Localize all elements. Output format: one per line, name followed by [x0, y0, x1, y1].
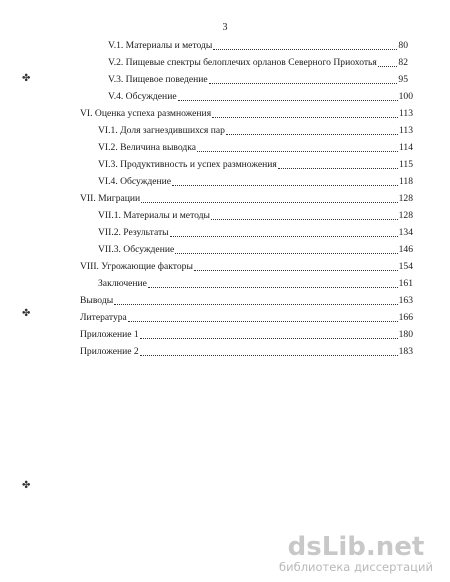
toc-entry-title: VI.1. Доля загнездившихся пар [98, 125, 225, 136]
toc-entry [98, 123, 413, 137]
toc-entry [80, 293, 413, 307]
toc-entry [98, 225, 413, 239]
toc-entry [98, 276, 413, 290]
toc-entry [80, 191, 413, 205]
dot-leader [378, 65, 398, 67]
watermark-subtitle: библиотека диссертаций [279, 560, 433, 574]
page-number: 3 [222, 22, 228, 33]
toc-entry-title: VII.2. Результаты [98, 227, 169, 238]
toc-entry [80, 310, 413, 324]
toc-entry-title: VII.3. Обсуждение [98, 244, 175, 255]
dot-leader [148, 286, 398, 288]
dot-leader [170, 235, 398, 237]
toc-entry [108, 55, 408, 69]
binding-hole-mark: ✤ [22, 480, 31, 491]
toc-entry [98, 208, 413, 222]
dot-leader [211, 218, 398, 220]
dot-leader [194, 269, 398, 271]
toc-entry-title: Выводы [80, 295, 114, 306]
toc-entry-title: VII.1. Материалы и методы [98, 210, 210, 221]
dot-leader [140, 354, 398, 356]
toc-entry [98, 140, 413, 154]
toc-entry [80, 344, 413, 358]
toc-entry-page: 80 [398, 40, 408, 51]
binding-hole-mark: ✤ [22, 73, 31, 84]
toc-entry-title: VII. Миграции [80, 193, 141, 204]
toc-entry-title: V.2. Пищевые спектры белоплечих орланов Северного Приохотья [108, 57, 377, 68]
toc-entry-title: VI.3. Продуктивность и успех размножения [98, 159, 277, 170]
dot-leader [197, 150, 398, 152]
toc-entry-page: 100 [398, 91, 413, 102]
dot-leader [140, 337, 398, 339]
dot-leader [209, 82, 398, 84]
toc-entry-page: 114 [398, 142, 413, 153]
toc-entry [108, 38, 408, 52]
toc-entry-page: 128 [398, 193, 413, 204]
dot-leader [212, 116, 398, 118]
toc-entry [108, 72, 408, 86]
toc-entry-page: 161 [398, 278, 413, 289]
dot-leader [278, 167, 398, 169]
toc-entry-page: 95 [398, 74, 408, 85]
toc-entry-title: Заключение [98, 278, 147, 289]
toc-entry [80, 106, 413, 120]
binding-hole-mark: ✤ [22, 308, 31, 319]
watermark-logo: dsLib.net [287, 532, 425, 562]
toc-entry-title: Приложение 1 [80, 329, 139, 340]
toc-entry-title: Литература [80, 312, 127, 323]
toc-entry-page: 183 [398, 346, 413, 357]
toc-entry-page: 82 [398, 57, 408, 68]
toc-entry-title: Приложение 2 [80, 346, 139, 357]
toc-entry-page: 180 [398, 329, 413, 340]
toc-entry-page: 113 [398, 108, 413, 119]
toc-entry [98, 242, 413, 256]
toc-entry-title: VI.2. Величина выводка [98, 142, 197, 153]
toc-entry [80, 259, 413, 273]
dot-leader [141, 201, 397, 203]
toc-entry-page: 163 [398, 295, 413, 306]
toc-entry-title: VI. Оценка успеха размножения [80, 108, 212, 119]
toc-entry-page: 154 [398, 261, 413, 272]
toc-entry-title: V.3. Пищевое поведение [108, 74, 208, 85]
dot-leader [114, 303, 397, 305]
dot-leader [128, 320, 398, 322]
dot-leader [175, 252, 397, 254]
toc-entry [108, 89, 413, 103]
toc-entry-page: 113 [398, 125, 413, 136]
toc-entry [98, 174, 413, 188]
toc-entry-title: V.1. Материалы и методы [108, 40, 213, 51]
toc-entry-page: 146 [398, 244, 413, 255]
toc-entry-title: VI.4. Обсуждение [98, 176, 172, 187]
toc-entry-page: 115 [398, 159, 413, 170]
toc-entry-page: 128 [398, 210, 413, 221]
dot-leader [226, 133, 398, 135]
toc-entry-page: 118 [398, 176, 413, 187]
toc-entry-page: 134 [398, 227, 413, 238]
toc-entry [80, 327, 413, 341]
toc-entry-title: VIII. Угрожающие факторы [80, 261, 193, 272]
dot-leader [178, 99, 398, 101]
watermark [276, 533, 436, 574]
dot-leader [213, 48, 397, 50]
toc-entry-title: V.4. Обсуждение [108, 91, 177, 102]
toc-entry [98, 157, 413, 171]
toc-entry-page: 166 [398, 312, 413, 323]
dot-leader [172, 184, 398, 186]
